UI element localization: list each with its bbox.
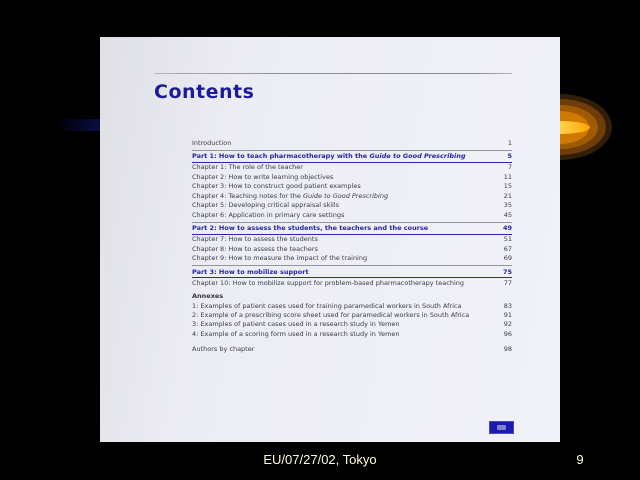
toc-entry-page-number: 11 xyxy=(503,172,512,181)
toc-entry-page-number: 15 xyxy=(503,182,512,191)
toc-row-chapter xyxy=(192,182,512,192)
toc-row-annex xyxy=(192,310,512,319)
toc-row-chapter xyxy=(192,191,512,201)
title-rule xyxy=(155,73,512,74)
toc-entry-page-number: 67 xyxy=(503,244,512,253)
toc-row-annex xyxy=(192,329,512,338)
toc-entry-title: Part 1: How to teach pharmacotherapy with the Guide to Good Prescribing xyxy=(192,152,466,160)
toc-entry-title: Chapter 1: The role of the teacher xyxy=(192,163,303,172)
document-page xyxy=(100,37,560,442)
toc-entry-page-number: 83 xyxy=(503,301,512,310)
toc-entry-page-number: 35 xyxy=(503,201,512,210)
toc-entry-title: Part 2: How to assess the students, the teachers and the course xyxy=(192,224,429,232)
toc-entry-page-number: 51 xyxy=(503,235,512,244)
toc-entry-page-number: 91 xyxy=(503,310,512,319)
toc-row-heading xyxy=(192,292,512,302)
toc-row-chapter xyxy=(192,244,512,254)
toc-entry-page-number: 5 xyxy=(507,152,512,160)
toc-entry-title: 3: Examples of patient cases used in a research study in Yemen xyxy=(192,320,400,329)
toc-entry-title: Chapter 6: Application in primary care settings xyxy=(192,210,345,219)
toc-entry-title: Chapter 9: How to measure the impact of the training xyxy=(192,254,368,263)
toc-row-part xyxy=(192,150,512,163)
toc-entry-title: Chapter 7: How to assess the students xyxy=(192,235,318,244)
toc-entry-title: Chapter 3: How to construct good patient examples xyxy=(192,182,361,191)
toc-entry-title: Chapter 5: Developing critical appraisal skills xyxy=(192,201,340,210)
slide-footer-text: EU/07/27/02, Tokyo xyxy=(263,452,377,467)
table-of-contents xyxy=(192,138,512,354)
toc-entry-title: Annexes xyxy=(192,292,224,301)
toc-entry-title: Introduction xyxy=(192,138,232,147)
toc-row-chapter xyxy=(192,172,512,182)
toc-entry-title: Chapter 2: How to write learning objectives xyxy=(192,172,334,181)
toc-row-entry xyxy=(192,138,512,148)
toc-entry-title: 4: Example of a scoring form used in a research study in Yemen xyxy=(192,329,400,338)
orange-glow-icon xyxy=(560,94,614,160)
toc-entry-page-number: 69 xyxy=(503,254,512,263)
toc-entry-page-number: 98 xyxy=(503,344,512,353)
toc-entry-title: 1: Examples of patient cases used for training paramedical workers in South Africa xyxy=(192,301,462,310)
toc-entry-page-number: 1 xyxy=(507,138,512,147)
toc-entry-page-number: 96 xyxy=(503,329,512,338)
navy-comet-icon xyxy=(56,119,100,131)
toc-entry-title: Chapter 8: How to assess the teachers xyxy=(192,244,318,253)
toc-entry-title-italic: Guide to Good Prescribing xyxy=(302,191,389,200)
toc-row-chapter xyxy=(192,235,512,245)
toc-row-chapter xyxy=(192,278,512,288)
toc-entry-page-number: 21 xyxy=(503,191,512,200)
toc-row-chapter xyxy=(192,201,512,211)
page-title: Contents xyxy=(154,81,255,103)
toc-row-part xyxy=(192,222,512,235)
toc-row-chapter xyxy=(192,163,512,173)
toc-row-chapter xyxy=(192,210,512,220)
toc-row-annex xyxy=(192,320,512,329)
toc-row-authors xyxy=(192,344,512,354)
toc-entry-title: Authors by chapter xyxy=(192,344,255,353)
toc-entry-title-italic: Guide to Good Prescribing xyxy=(369,152,466,160)
action-button-badge[interactable] xyxy=(489,421,514,434)
slide-page-number: 9 xyxy=(576,452,584,467)
toc-entry-title: Chapter 10: How to mobilize support for problem-based pharmacotherapy teaching xyxy=(192,278,464,287)
toc-entry-title: Chapter 4: Teaching notes for the Guide to Good Prescribing xyxy=(192,191,389,200)
toc-row-chapter xyxy=(192,254,512,264)
toc-entry-page-number: 49 xyxy=(502,224,512,232)
action-button-glyph xyxy=(497,425,506,430)
toc-entry-page-number: 7 xyxy=(507,163,512,172)
toc-row-annex xyxy=(192,301,512,310)
toc-entry-title: 2: Example of a prescribing score sheet used for paramedical workers in South Africa xyxy=(192,310,470,319)
toc-entry-page-number: 77 xyxy=(503,278,512,287)
toc-entry-title: Part 3: How to mobilize support xyxy=(192,267,309,276)
toc-row-part xyxy=(192,265,512,278)
toc-entry-page-number: 92 xyxy=(503,320,512,329)
toc-entry-page-number: 45 xyxy=(503,210,512,219)
toc-entry-page-number: 75 xyxy=(502,267,512,276)
